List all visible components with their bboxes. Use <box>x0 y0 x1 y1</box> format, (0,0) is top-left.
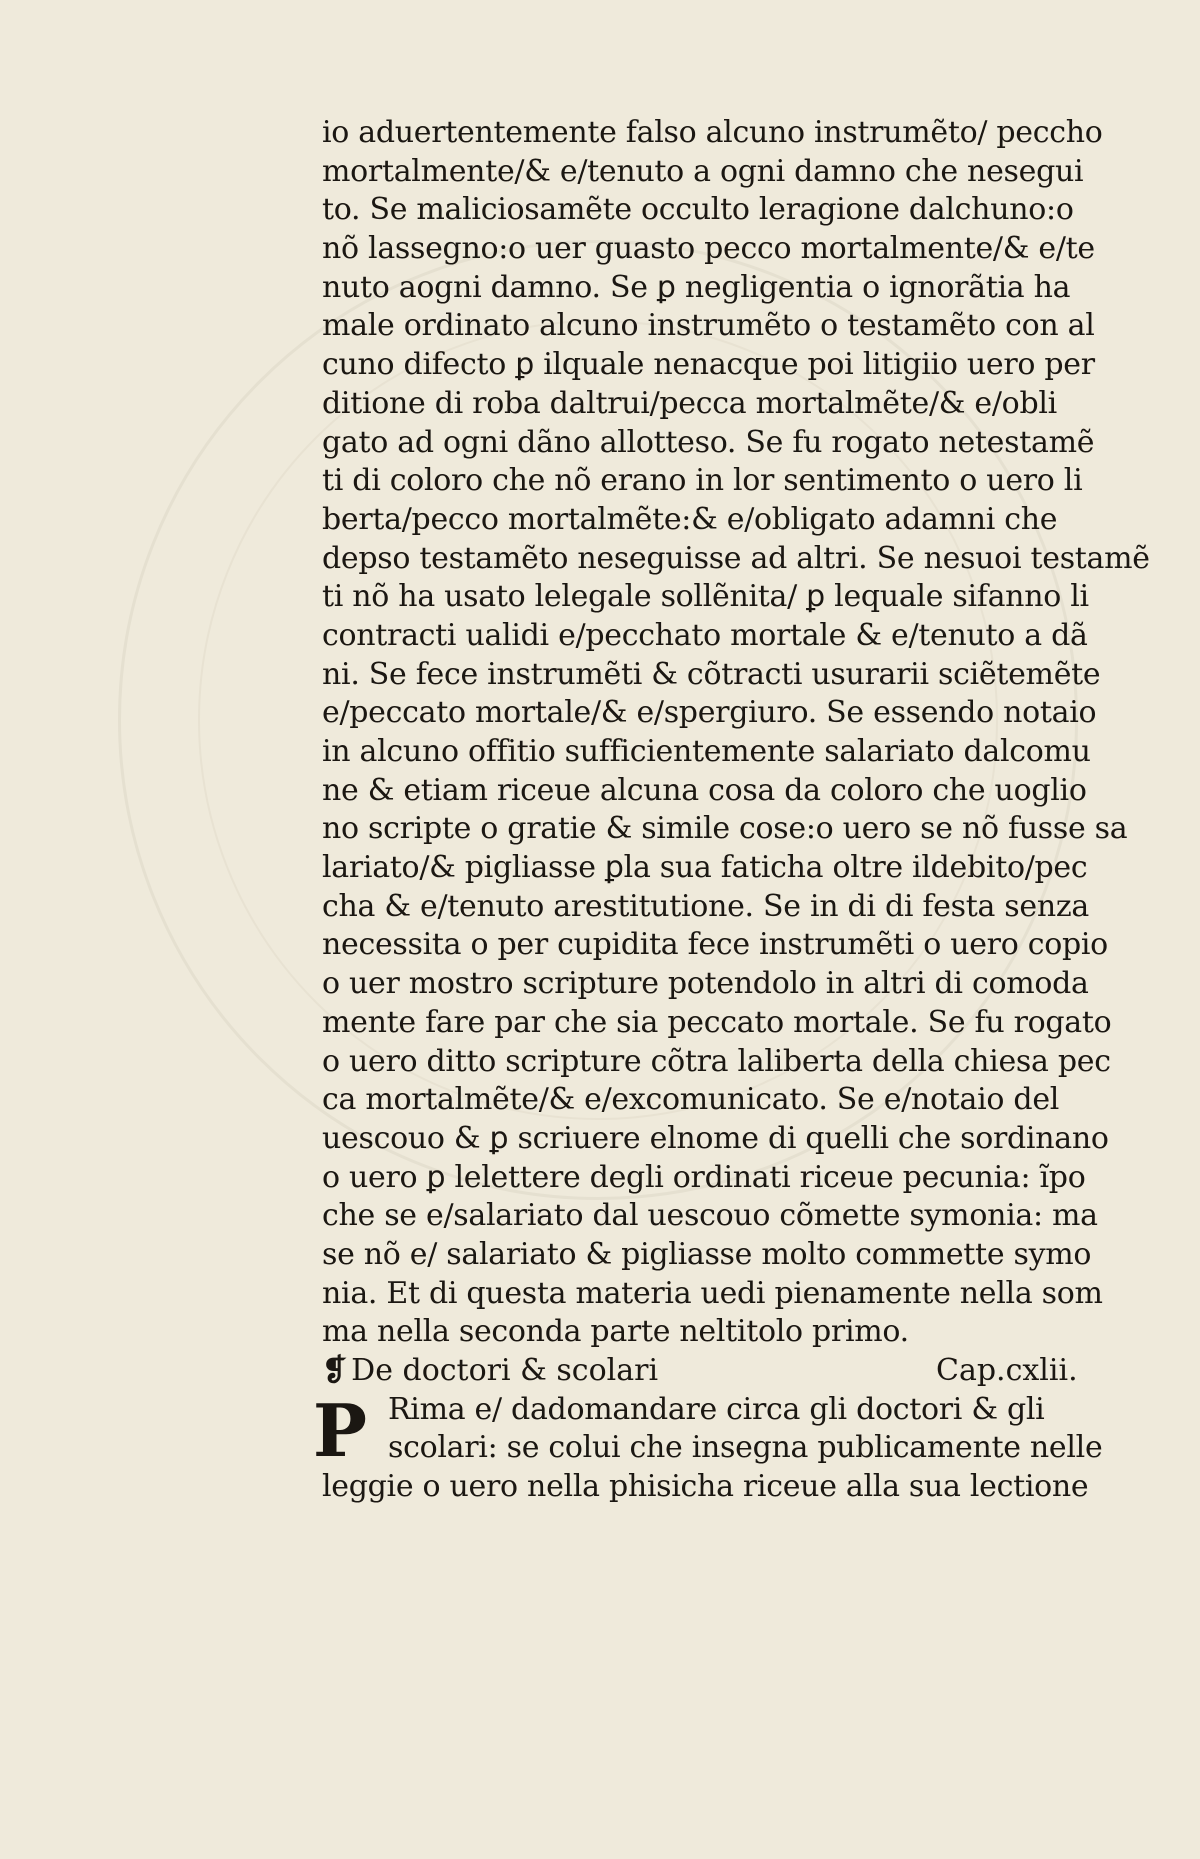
text-line: necessita o per cupidita fece instrumẽti o uero copio <box>322 927 1108 963</box>
chapter-title: De doctori & scolari <box>351 1353 659 1388</box>
text-line: o uero ditto scripture cõtra laliberta della chiesa pec <box>322 1043 1111 1079</box>
text-line: ni. Se fece instrumẽti & cõtracti usurarii sciẽtemẽte <box>322 656 1101 692</box>
text-line: uescouo & ꝑ scriuere elnome di quelli che sordinano <box>322 1120 1109 1156</box>
text-line: o uer mostro scripture potendolo in altri di comoda <box>322 966 1089 1002</box>
text-line: che se e/salariato dal uescouo cõmette symonia: ma <box>322 1198 1098 1234</box>
text-line: male ordinato alcuno instrumẽto o testamẽto con al <box>322 308 1095 344</box>
text-line: mortalmente/& e/tenuto a ogni damno che nesegui <box>322 153 1084 189</box>
text-line: o uero ꝑ lelettere degli ordinati riceue pecunia: ĩpo <box>322 1159 1086 1195</box>
text-line: nuto aogni damno. Se ꝑ negligentia o ignorãtia ha <box>322 269 1071 305</box>
text-line: cuno difecto ꝑ ilquale nenacque poi litigiio uero per <box>322 347 1095 383</box>
text-line: se nõ e/ salariato & pigliasse molto commette symo <box>322 1236 1092 1272</box>
text-line: contracti ualidi e/pecchato mortale & e/tenuto a dã <box>322 617 1088 653</box>
text-line: ti nõ ha usato lelegale sollẽnita/ ꝑ lequale sifanno li <box>322 579 1089 615</box>
text-line: depso testamẽto neseguisse ad altri. Se nesuoi testamẽ <box>322 540 1150 576</box>
text-line: berta/pecco mortalmẽte:& e/obligato adamni che <box>322 501 1058 537</box>
text-line: mente fare par che sia peccato mortale. Se fu rogato <box>322 1004 1112 1040</box>
text-line: ma nella seconda parte neltitolo primo. <box>322 1314 909 1350</box>
text-line: ne & etiam riceue alcuna cosa da coloro che uoglio <box>322 772 1087 808</box>
text-line: e/peccato mortale/& e/spergiuro. Se essendo notaio <box>322 695 1097 731</box>
text-line: ti di coloro che nõ erano in lor sentimento o uero li <box>322 463 1083 499</box>
chapter-number: Cap.cxlii. <box>936 1353 1078 1388</box>
text-line: cha & e/tenuto arestitutione. Se in di di festa senza <box>322 888 1089 924</box>
text-line: nõ lassegno:o uer guasto pecco mortalmente/& e/te <box>322 231 1095 267</box>
text-line: ca mortalmẽte/& e/excomunicato. Se e/notaio del <box>322 1082 1060 1118</box>
chapter-heading <box>322 1352 1122 1391</box>
text-line: lariato/& pigliasse ꝑla sua faticha oltre ildebito/pec <box>322 850 1088 886</box>
text-column <box>312 114 1150 1507</box>
paragraph-line: Rima e/ dadomandare circa gli doctori & gli <box>388 1391 1045 1427</box>
text-line: to. Se maliciosamẽte occulto leragione dalchuno:o <box>322 192 1074 228</box>
text-line: no scripte o gratie & simile cose:o uero se nõ fusse sa <box>322 811 1128 847</box>
pilcrow-icon: ❡ <box>322 1353 348 1388</box>
text-line: gato ad ogni dãno allotteso. Se fu rogato netestamẽ <box>322 424 1095 460</box>
drop-cap-initial: P <box>312 1387 368 1473</box>
text-line: in alcuno offitio sufficientemente salariato dalcomu <box>322 734 1091 769</box>
paragraph-line: leggie o uero nella phisicha riceue alla sua lectione <box>322 1469 1089 1505</box>
paragraph-line: scolari: se colui che insegna publicamente nelle <box>388 1430 1103 1466</box>
text-line: nia. Et di questa materia uedi pienamente nella som <box>322 1275 1103 1311</box>
text-line: io aduertentemente falso alcuno instrumẽto/ peccho <box>322 115 1103 150</box>
body-text <box>322 114 1150 1352</box>
chapter-paragraph <box>312 1387 1122 1507</box>
text-line: ditione di roba daltrui/pecca mortalmẽte/& e/obli <box>322 385 1057 421</box>
